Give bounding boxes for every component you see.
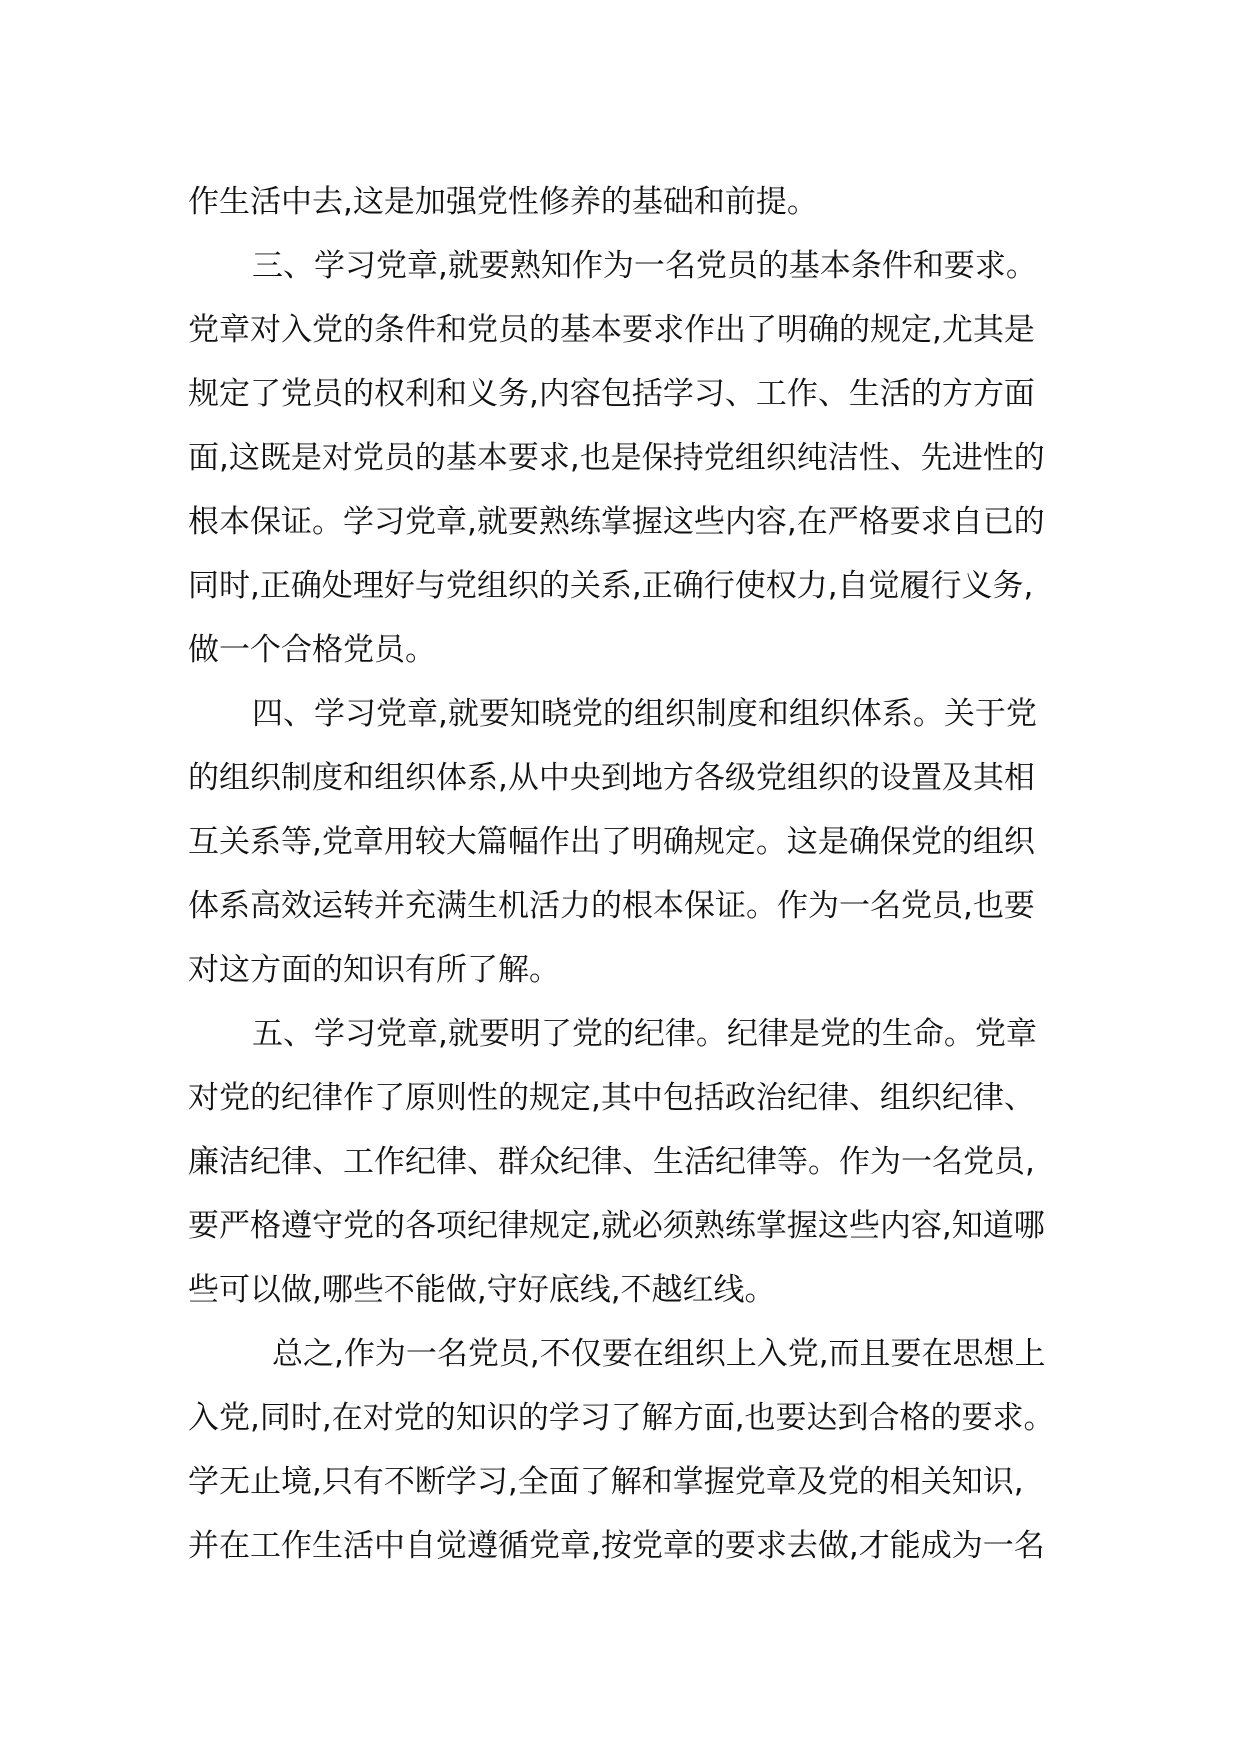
paragraph-start-line: 三、学习党章,就要熟知作为一名党员的基本条件和要求。	[252, 248, 1037, 284]
paragraph-start-line: 总之,作为一名党员,不仅要在组织上入党,而且要在思想上	[272, 1336, 1046, 1372]
paragraph-start-line: 四、学习党章,就要知晓党的组织制度和组织体系。关于党	[252, 696, 1037, 732]
text-line: 要严格遵守党的各项纪律规定,就必须熟练掌握这些内容,知道哪	[188, 1208, 1045, 1244]
text-line: 的组织制度和组织体系,从中央到地方各级党组织的设置及其相	[188, 760, 1035, 796]
paragraph-start-line: 五、学习党章,就要明了党的纪律。纪律是党的生命。党章	[252, 1016, 1037, 1052]
text-line: 同时,正确处理好与党组织的关系,正确行使权力,自觉履行义务,	[188, 568, 1034, 604]
text-line: 根本保证。学习党章,就要熟练掌握这些内容,在严格要求自已的	[188, 504, 1045, 540]
text-line: 对党的纪律作了原则性的规定,其中包括政治纪律、组织纪律、	[188, 1080, 1035, 1116]
text-line: 面,这既是对党员的基本要求,也是保持党组织纯洁性、先进性的	[188, 440, 1045, 476]
body-text	[188, 170, 1068, 1578]
text-line: 对这方面的知识有所了解。	[188, 952, 560, 988]
text-line: 做一个合格党员。	[188, 632, 436, 668]
text-line: 些可以做,哪些不能做,守好底线,不越红线。	[188, 1272, 776, 1308]
text-line: 互关系等,党章用较大篇幅作出了明确规定。这是确保党的组织	[188, 824, 1035, 860]
text-line: 廉洁纪律、工作纪律、群众纪律、生活纪律等。作为一名党员,	[188, 1144, 1035, 1180]
text-line: 并在工作生活中自觉遵循党章,按党章的要求去做,才能成为一名	[188, 1528, 1045, 1564]
text-line: 体系高效运转并充满生机活力的根本保证。作为一名党员,也要	[188, 888, 1035, 924]
text-line: 规定了党员的权利和义务,内容包括学习、工作、生活的方方面	[188, 376, 1035, 412]
text-line: 学无止境,只有不断学习,全面了解和掌握党章及党的相关知识,	[188, 1464, 1024, 1500]
text-line: 作生活中去,这是加强党性修养的基础和前提。	[188, 184, 818, 220]
text-line: 入党,同时,在对党的知识的学习了解方面,也要达到合格的要求。	[188, 1400, 1055, 1436]
text-line: 党章对入党的条件和党员的基本要求作出了明确的规定,尤其是	[188, 312, 1035, 348]
